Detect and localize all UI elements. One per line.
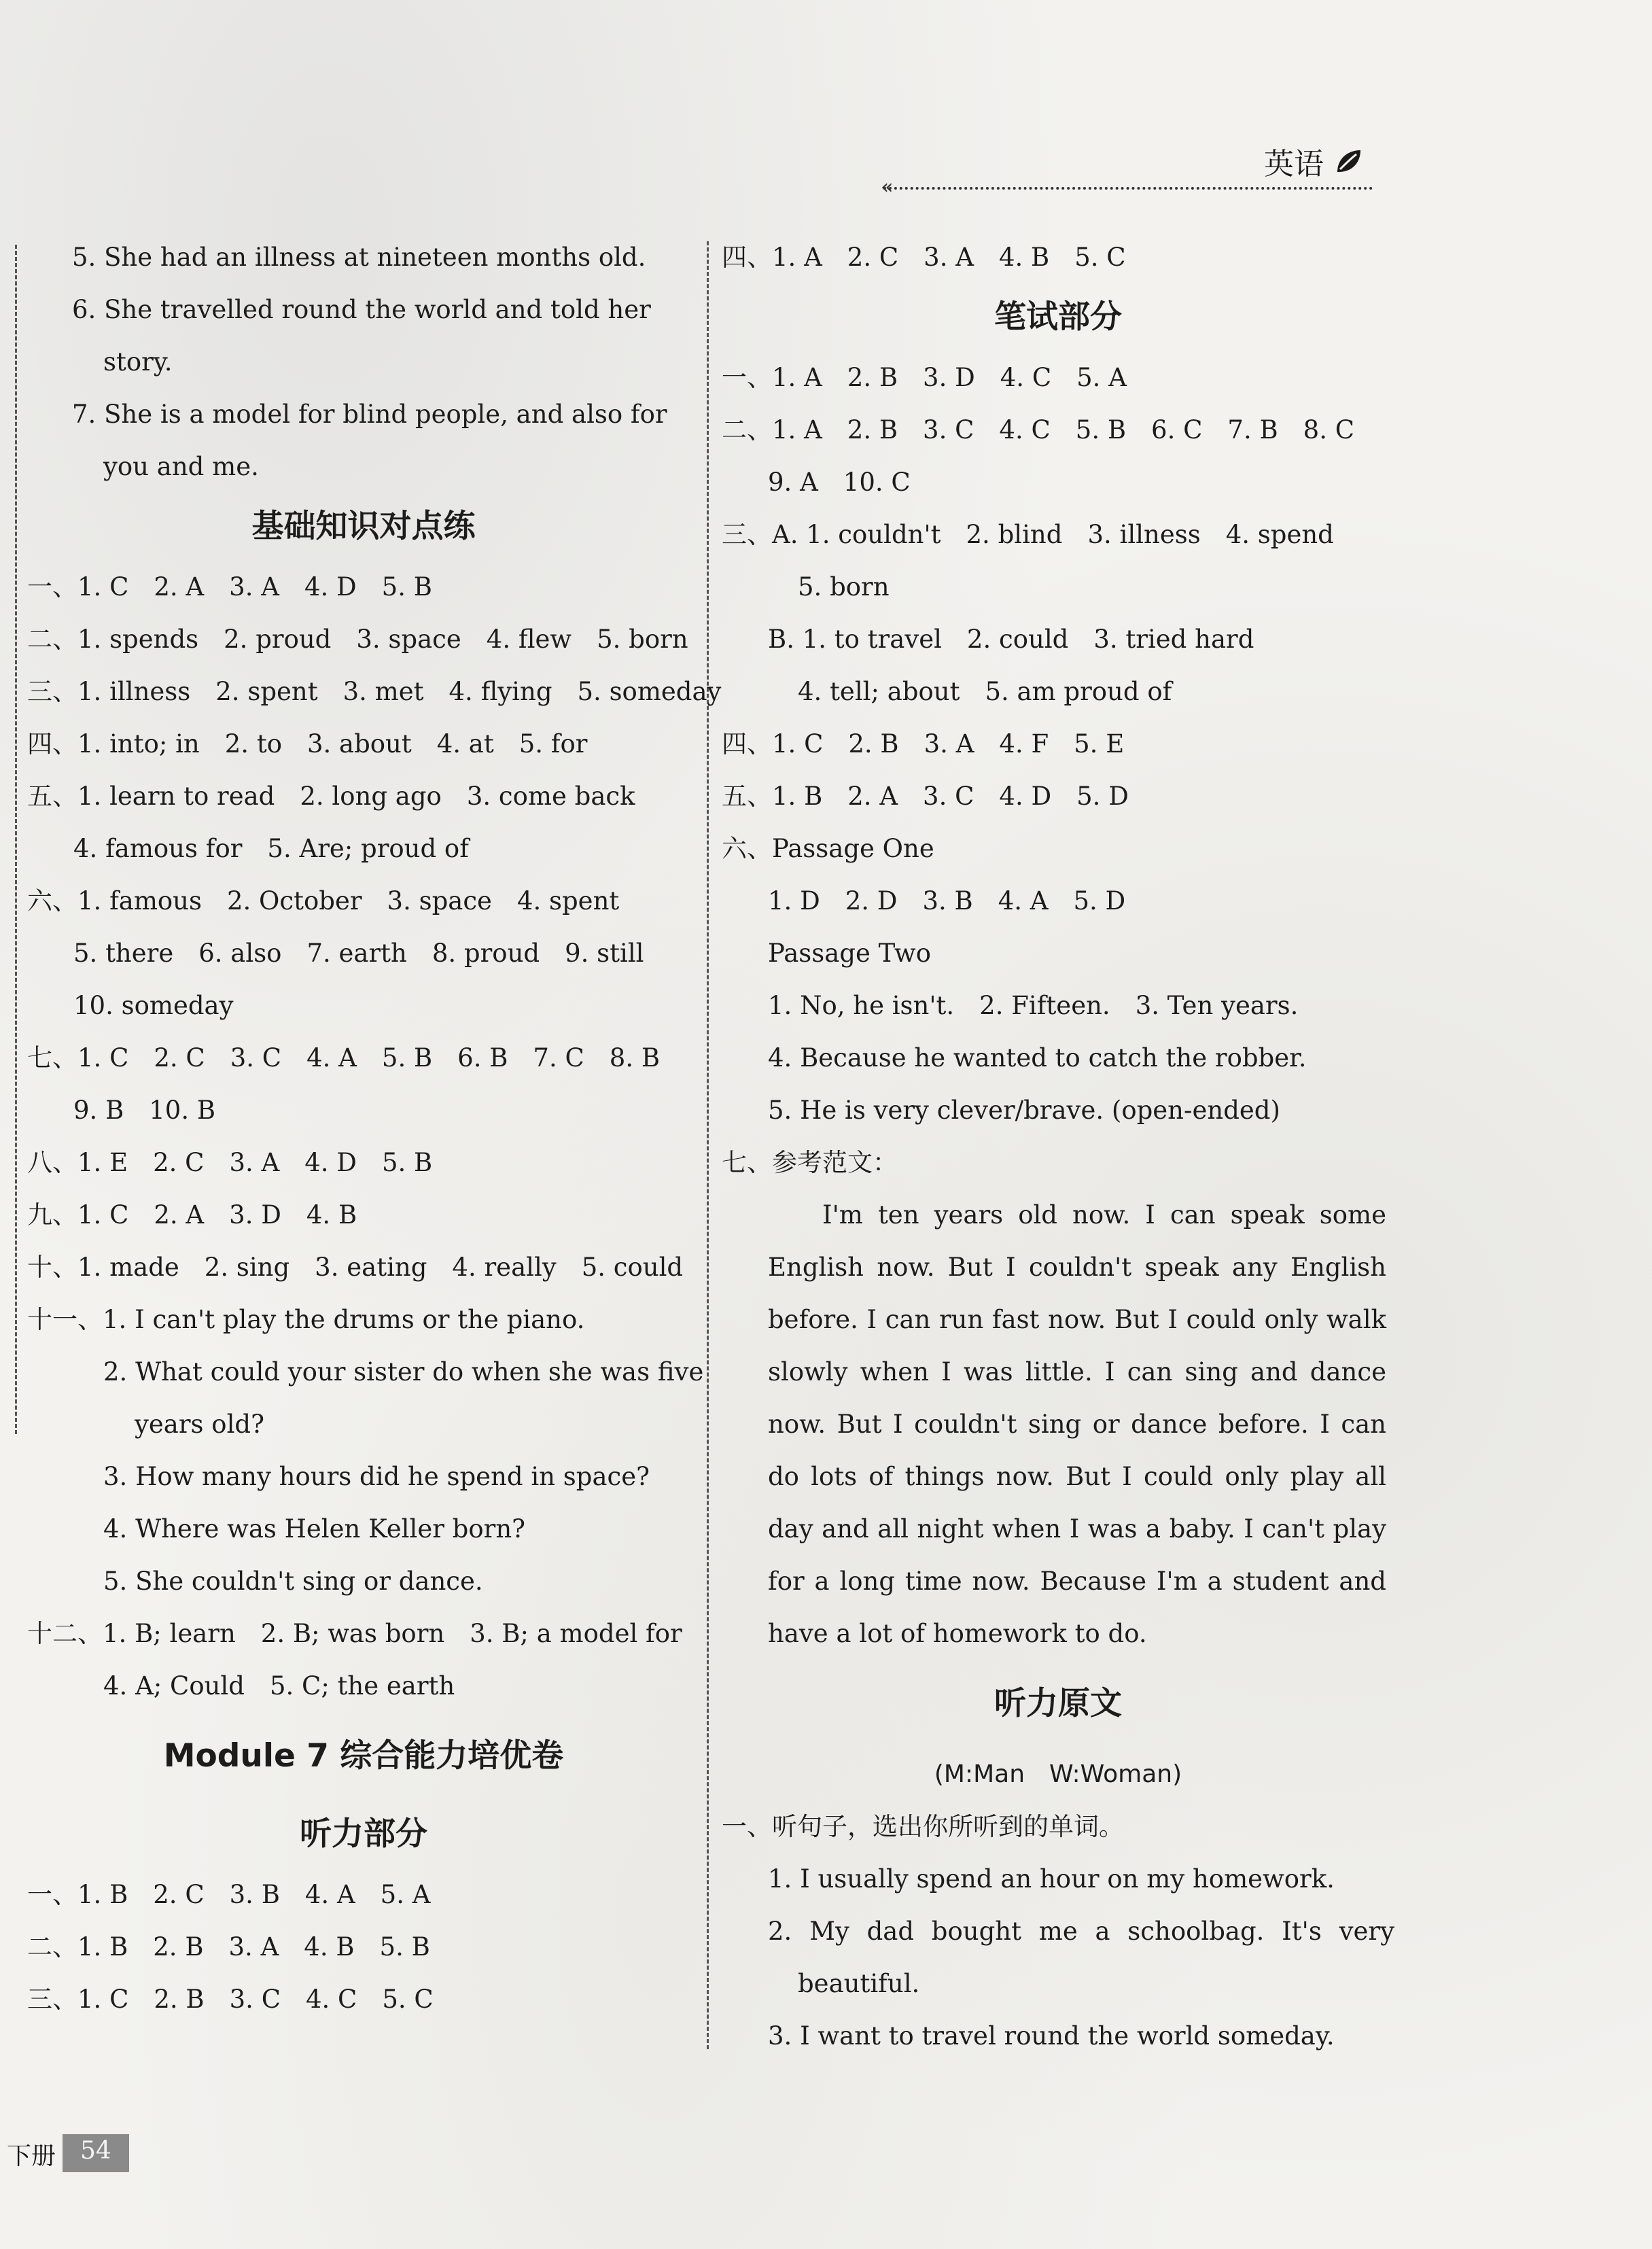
answer-line: 八、1. E 2. C 3. A 4. D 5. B (27, 1148, 433, 1177)
answer-line: 9. A 10. C (768, 468, 911, 497)
volume-label: 下册 (7, 2142, 56, 2170)
section-heading-script: 听力原文 (994, 1685, 1122, 1722)
answer-line: story. (103, 347, 173, 377)
column-divider (707, 241, 709, 2049)
answer-line: years old? (135, 1410, 264, 1439)
section-heading-basic: 基础知识对点练 (251, 508, 476, 545)
answer-line: 三、1. C 2. B 3. C 4. C 5. C (27, 1985, 434, 2014)
answer-line: 2. What could your sister do when she was five (103, 1357, 704, 1387)
answer-line: 二、1. A 2. B 3. C 4. C 5. B 6. C 7. B 8. C (722, 415, 1355, 444)
answer-line: 10. someday (73, 991, 234, 1020)
answer-line: 5. He is very clever/brave. (open-ended) (768, 1096, 1280, 1125)
model-essay: I'm ten years old now. I can speak some English now. But I couldn't speak any English before. I can run fast now. But I could only walk slowly when I was little. I can sing and dance now. But I couldn't sing or dance before. I can do lots of things now. But I could only play all day and all night when I was a baby. I can't play for a long time now. Because I'm a student and have a lot of homework to do. (768, 1200, 1386, 1648)
script-line: 2. My dad bought me a schoolbag. It's very (768, 1917, 1394, 1946)
answer-line: 六、1. famous 2. October 3. space 4. spent (27, 886, 620, 916)
script-line: beautiful. (798, 1969, 920, 1998)
answer-line: 二、1. spends 2. proud 3. space 4. flew 5. born (27, 625, 688, 654)
answer-line: 7. She is a model for blind people, and also for (72, 400, 667, 429)
answer-line: 9. B 10. B (73, 1096, 216, 1125)
answer-line: 五、1. B 2. A 3. C 4. D 5. D (722, 782, 1129, 811)
answer-line: you and me. (103, 452, 259, 481)
answer-line: 三、1. illness 2. spent 3. met 4. flying 5. someday (27, 677, 722, 706)
answer-line: 九、1. C 2. A 3. D 4. B (27, 1200, 357, 1230)
answer-line: 5. She had an illness at nineteen months old. (72, 243, 646, 272)
answer-line: 6. She travelled round the world and told her (72, 295, 651, 324)
answer-line: 四、1. into; in 2. to 3. about 4. at 5. for (27, 729, 588, 759)
answer-line: 四、1. C 2. B 3. A 4. F 5. E (722, 729, 1125, 759)
right-column (722, 231, 1394, 2062)
answer-line: B. 1. to travel 2. could 3. tried hard (768, 625, 1254, 654)
left-margin-rule (15, 245, 17, 1434)
answer-line: 六、Passage One (722, 834, 934, 863)
answer-line: 一、1. B 2. C 3. B 4. A 5. A (27, 1880, 431, 1909)
answer-line: 3. How many hours did he spend in space? (103, 1462, 650, 1491)
header-subject (1264, 139, 1363, 183)
speaker-legend: (M:Man W:Woman) (934, 1760, 1182, 1788)
page-footer (0, 2134, 129, 2172)
answer-line: 1. D 2. D 3. B 4. A 5. D (768, 886, 1126, 916)
script-line: 一、听句子，选出你所听到的单词。 (722, 1812, 1124, 1841)
answer-line: 四、1. A 2. C 3. A 4. B 5. C (722, 243, 1126, 272)
answer-line: 4. Where was Helen Keller born? (103, 1514, 525, 1544)
page-number: 54 (63, 2134, 129, 2172)
answer-line: Passage Two (768, 939, 931, 968)
answer-line: 5. born (798, 572, 890, 602)
answer-line: 4. Because he wanted to catch the robber. (768, 1043, 1307, 1073)
subject-label: 英语 (1264, 147, 1324, 181)
left-column (27, 231, 722, 2025)
answer-line: 4. famous for 5. Are; proud of (73, 834, 469, 863)
answer-line: 十二、1. B; learn 2. B; was born 3. B; a model for (27, 1619, 682, 1648)
answer-line: 十一、1. I can't play the drums or the piano. (27, 1305, 585, 1334)
script-line: 1. I usually spend an hour on my homework. (768, 1864, 1335, 1894)
section-heading-module: Module 7 综合能力培优卷 (163, 1737, 564, 1775)
answer-line: 5. there 6. also 7. earth 8. proud 9. still (73, 939, 644, 968)
answer-line: 七、参考范文： (722, 1148, 898, 1177)
section-heading-listening: 听力部分 (300, 1815, 427, 1853)
answer-line: 三、A. 1. couldn't 2. blind 3. illness 4. spend (722, 520, 1334, 549)
answer-line: 二、1. B 2. B 3. A 4. B 5. B (27, 1932, 430, 1962)
script-line: 3. I want to travel round the world someday. (768, 2021, 1335, 2051)
section-heading-written: 笔试部分 (994, 298, 1122, 336)
header-dotted-rule (883, 187, 1373, 190)
answer-line: 五、1. learn to read 2. long ago 3. come back (27, 782, 635, 811)
answer-line: 1. No, he isn't. 2. Fifteen. 3. Ten years. (768, 991, 1299, 1020)
answer-line: 十、1. made 2. sing 3. eating 4. really 5. could (27, 1253, 684, 1282)
answer-line: 4. tell; about 5. am proud of (798, 677, 1172, 706)
answer-line: 七、1. C 2. C 3. C 4. A 5. B 6. B 7. C 8. B (27, 1043, 661, 1073)
answer-line: 一、1. A 2. B 3. D 4. C 5. A (722, 363, 1127, 392)
leaf-icon (1333, 146, 1363, 176)
answer-line: 4. A; Could 5. C; the earth (103, 1671, 455, 1701)
answer-line: 一、1. C 2. A 3. A 4. D 5. B (27, 572, 432, 602)
answer-line: 5. She couldn't sing or dance. (103, 1567, 483, 1596)
header-chevrons: « (881, 175, 894, 199)
